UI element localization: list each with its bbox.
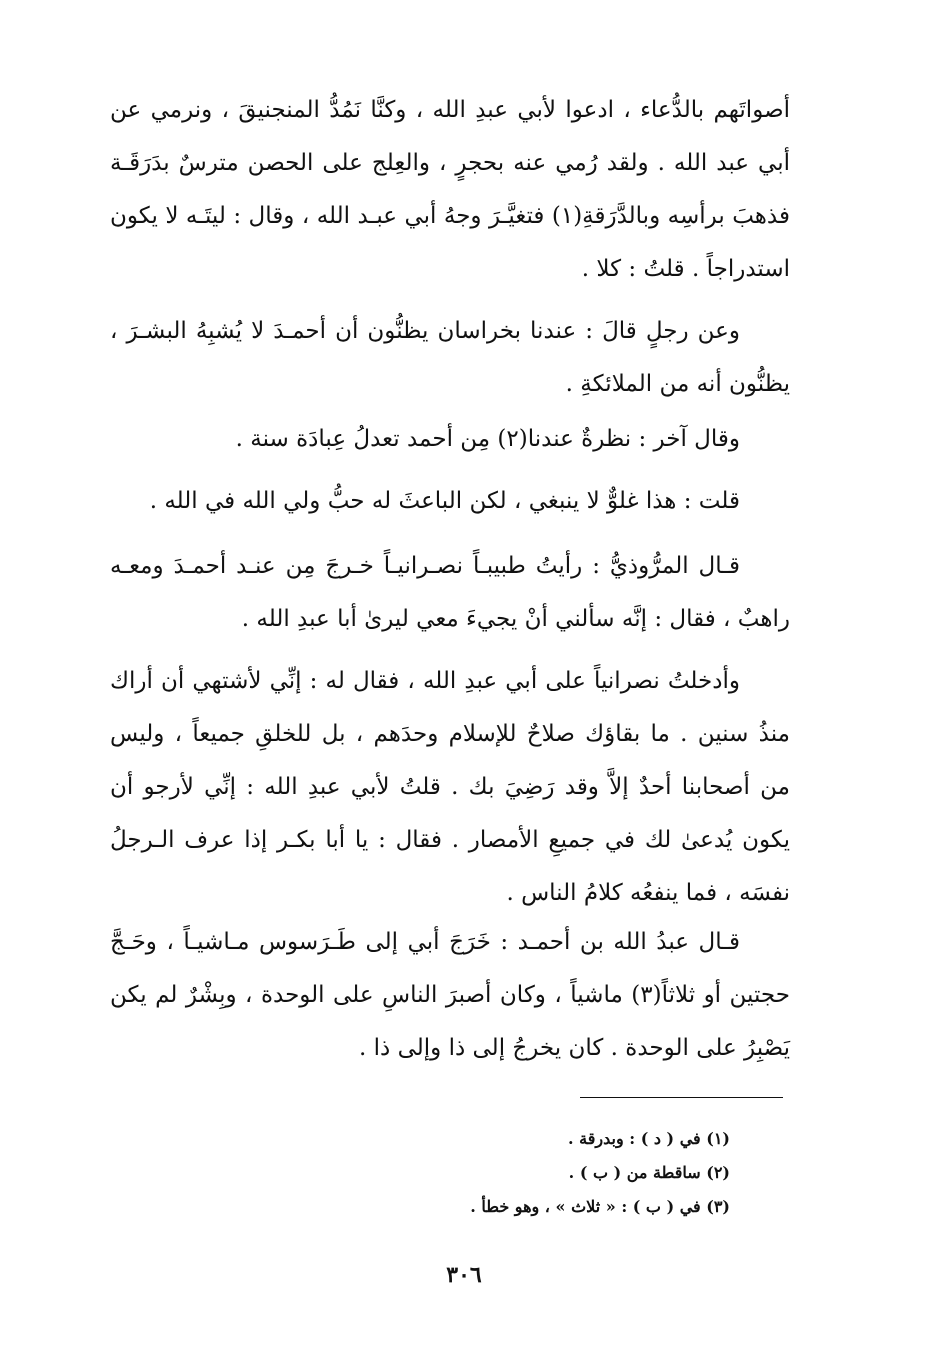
text-line: وقال آخر : نظرةٌ عندنا(٢) مِن أحمد تعدلُ عِبادَة سنة .: [235, 426, 740, 452]
text-line: منذُ سنين . ما بقاؤك صلاحٌ للإسلام وحدَهم ، بل للخلقِ جميعاً ، وليس: [110, 721, 790, 747]
text-line: أبي عبد الله . ولقد رُمي عنه بحجرٍ ، والعِلج على الحصن مترسٌ بدَرَقَـة: [110, 150, 790, 176]
paragraph-1: [110, 84, 790, 296]
paragraph-2: [110, 305, 790, 411]
text-line: قلت : هذا غلوٌّ لا ينبغي ، لكن الباعثَ له حبُّ ولي الله في الله .: [149, 488, 740, 514]
paragraph-7: [110, 916, 790, 1075]
paragraph-3: [110, 413, 790, 466]
footnote-2: (٢) ساقطة من ( ب ) .: [568, 1163, 730, 1182]
text-line: يظنُّون أنه من الملائكةِ .: [565, 371, 790, 397]
text-line: يكون يُدعىٰ لك في جميعِ الأمصار . فقال : يا أبا بكـر إذا عرف الـرجلُ: [110, 827, 790, 853]
text-line: حجتين أو ثلاثاً(٣) ماشياً ، وكان أصبرَ الناسِ على الوحدة ، وبِشْرٌ لم يكن: [110, 982, 790, 1008]
footnote-3: (٣) في ( ب ) : « ثلاث » ، وهو خطأ .: [470, 1197, 730, 1216]
footnote-divider: [580, 1097, 783, 1098]
text-line: استدراجاً . قلتُ : كلا .: [581, 256, 790, 282]
text-line: فذهبَ برأسِه وبالدَّرَقةِ(١) فتغيَّـرَ وجهُ أبي عبـد الله ، وقال : ليتَـه لا يكون: [110, 203, 790, 229]
text-line: نفسَه ، فما ينفعُه كلامُ الناس .: [506, 880, 790, 906]
paragraph-6: [110, 655, 790, 920]
page-number: ٣٠٦: [446, 1262, 482, 1288]
footnotes: [300, 1122, 730, 1224]
footnote-1: (١) في ( د ) : وبدرقة .: [568, 1129, 730, 1148]
text-line: يَصْبِرُ على الوحدة . كان يخرجُ إلى ذا وإلى ذا .: [359, 1035, 790, 1061]
paragraph-5: [110, 540, 790, 646]
text-line: قـال عبدُ الله بن أحمـد : خَرَجَ أبي إلى طَـرَسوس مـاشيـاً ، وحَـجَّ: [110, 929, 740, 955]
paragraph-4: [110, 475, 790, 528]
text-line: راهبٌ ، فقال : إنَّه سألني أنْ يجيءَ معي ليرىٰ أبا عبدِ الله .: [241, 606, 790, 632]
text-line: وعن رجلٍ قالَ : عندنا بخراسان يظنُّون أن أحمـدَ لا يُشبِهُ البشـرَ ،: [110, 318, 740, 344]
text-line: قـال المرُّوذيُّ : رأيتُ طبيبـاً نصـرانيـاً خـرجَ مِن عنـد أحمـدَ ومعـه: [110, 553, 740, 579]
text-line: وأدخلتُ نصرانياً على أبي عبدِ الله ، فقال له : إنِّي لأشتهي أن أراك: [110, 668, 740, 694]
text-line: أصواتَهم بالدُّعاء ، ادعوا لأبي عبدِ الله ، وكنَّا نَمُدُّ المنجنيقَ ، ونرمي عن: [110, 97, 790, 123]
text-line: من أصحابنا أحدٌ إلاَّ وقد رَضِيَ بك . قلتُ لأبي عبدِ الله : إنِّي لأرجو أن: [110, 774, 790, 800]
